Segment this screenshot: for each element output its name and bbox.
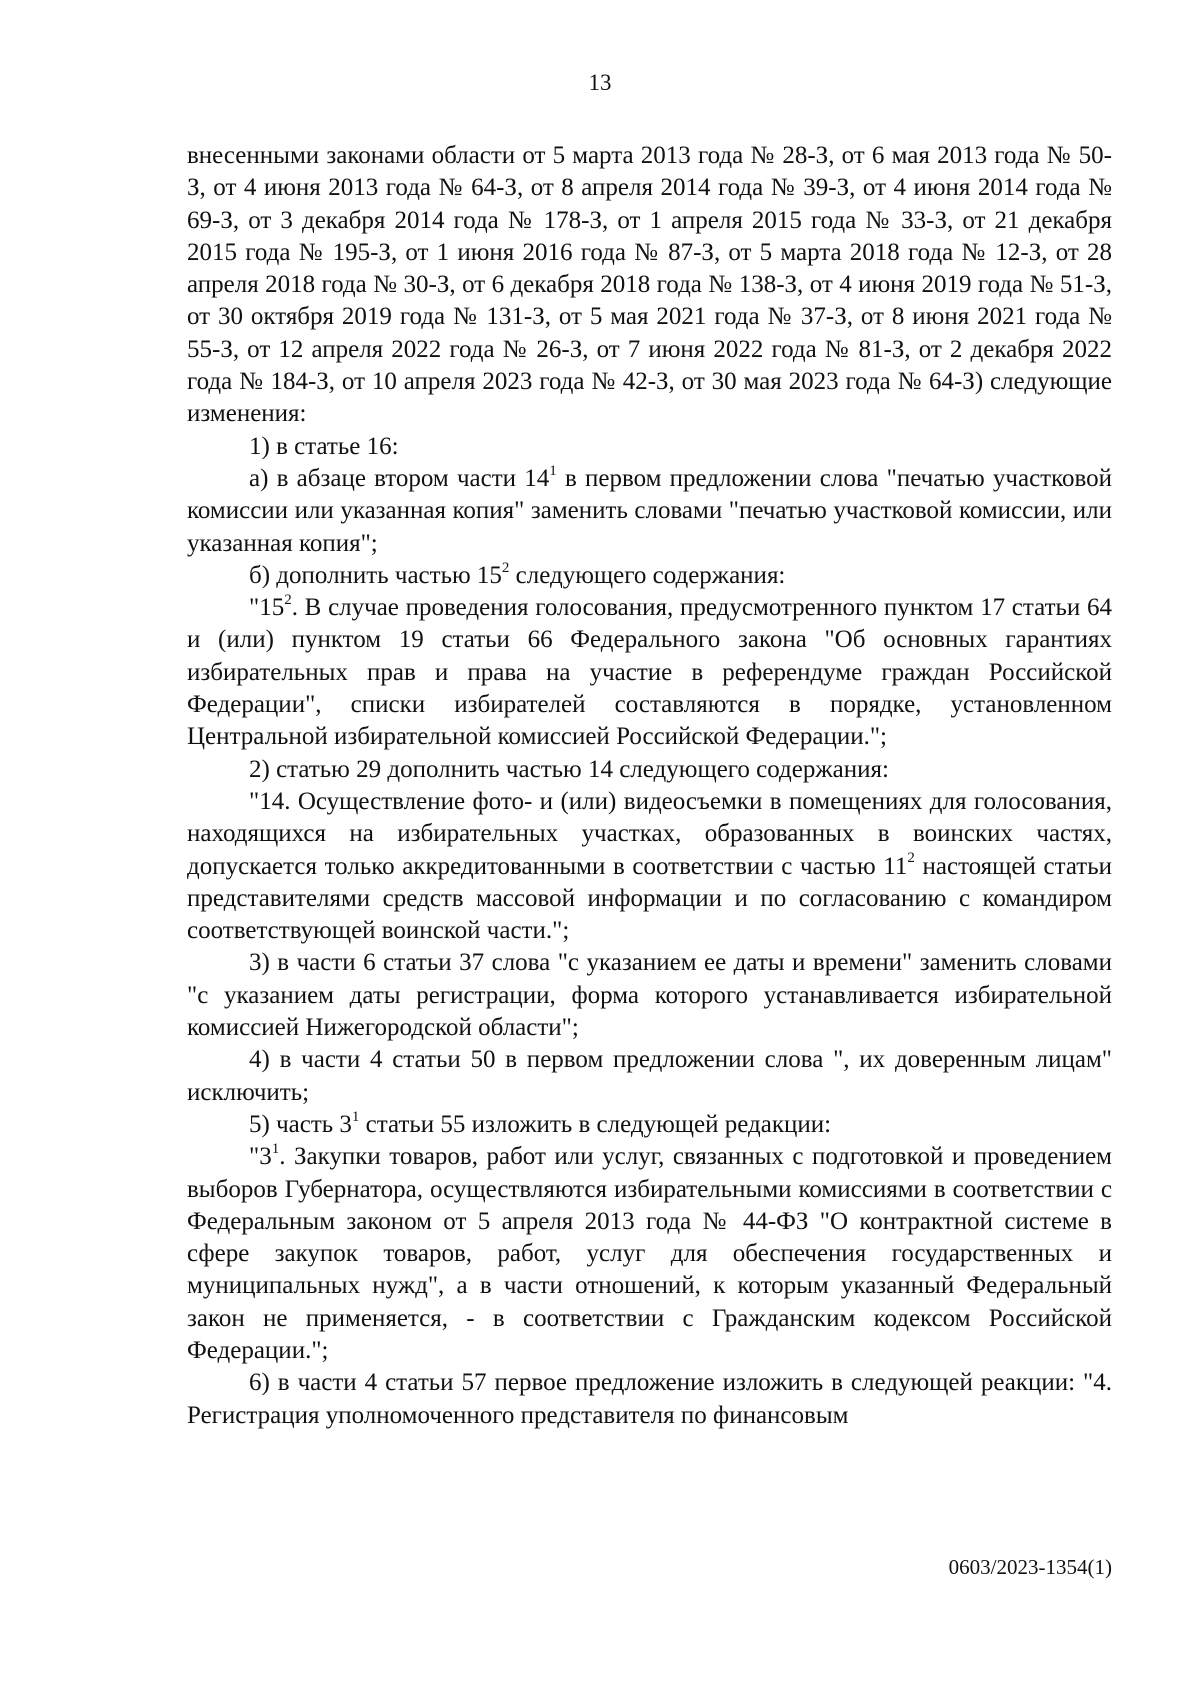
- paragraph-text: 5) часть 3: [249, 1110, 352, 1138]
- paragraph-text: в первом предложении слова "печатью участковой комиссии или указанная копия" заменить словами "печатью участковой комиссии, или указанная копия";: [187, 464, 1112, 557]
- superscript: 2: [284, 591, 292, 608]
- paragraph: [187, 1109, 1112, 1141]
- paragraph: [187, 1141, 1112, 1367]
- superscript: 2: [501, 559, 510, 576]
- document-body: [187, 140, 1112, 1432]
- paragraph-text: 4) в части 4 статьи 50 в первом предложении слова ", их доверенным лицам" исключить;: [187, 1046, 1112, 1106]
- page-number: 13: [588, 70, 612, 95]
- paragraph-text: . В случае проведения голосования, предусмотренного пунктом 17 статьи 64 и (или) пунктом 19 статьи 66 Федерального закона "Об основных гарантиях избирательных прав и права на участие в референдуме граждан Российской Федерации", списки избирателей составляются в порядке, установленном Центральной избирательной комиссией Российской Федерации.";: [187, 594, 1112, 751]
- paragraph-text: внесенными законами области от 5 марта 2013 года № 28-З, от 6 мая 2013 года № 50-З, от 4 июня 2013 года № 64-З, от 8 апреля 2014 года № 39-З, от 4 июня 2014 года № 69-З, от 3 декабря 2014 года № 178-З, от 1 апреля 2015 года № 33-З, от 21 декабря 2015 года № 195-З, от 1 июня 2016 года № 87-З, от 5 марта 2018 года № 12-З, от 28 апреля 2018 года № 30-З, от 6 декабря 2018 года № 138-З, от 4 июня 2019 года № 51-З, от 30 октября 2019 года № 131-З, от 5 мая 2021 года № 37-З, от 8 июня 2021 года № 55-З, от 12 апреля 2022 года № 26-З, от 7 июня 2022 года № 81-З, от 2 декабря 2022 года № 184-З, от 10 апреля 2023 года № 42-З, от 30 мая 2023 года № 64-З) следующие изменения:: [187, 142, 1112, 428]
- paragraph-text: 3) в части 6 статьи 37 слова "с указанием ее даты и времени" заменить словами "с указанием даты регистрации, форма которого устанавливается избирательной комиссией Нижегородской области";: [187, 949, 1112, 1042]
- superscript: 1: [549, 462, 557, 479]
- document-registration-code: 0603/2023-1354(1): [948, 1555, 1112, 1579]
- paragraph: [187, 1367, 1112, 1432]
- paragraph: [187, 1044, 1112, 1109]
- superscript: 1: [271, 1140, 280, 1157]
- paragraph-text: "3: [249, 1143, 272, 1171]
- paragraph-text: а) в абзаце втором части 14: [249, 464, 550, 492]
- paragraph-text: 1) в статье 16:: [249, 432, 399, 460]
- paragraph: [187, 431, 1112, 463]
- paragraph-text: следующего содержания:: [509, 561, 786, 589]
- paragraph-text: 2) статью 29 дополнить частью 14 следующего содержания:: [249, 755, 889, 783]
- paragraph: [187, 754, 1112, 786]
- superscript: 1: [351, 1108, 360, 1125]
- paragraph-text: статьи 55 изложить в следующей редакции:: [359, 1110, 832, 1138]
- paragraph-text: б) дополнить частью 15: [249, 561, 502, 589]
- paragraph: [187, 592, 1112, 753]
- paragraph-text: "14. Осуществление фото- и (или) видеосъемки в помещениях для голосования, находящихся на избирательных участках, образованных в воинских частях, допускается только аккредитованными в соответствии с частью 11: [187, 787, 1112, 880]
- paragraph-text: "15: [249, 594, 285, 622]
- paragraph: [187, 560, 1112, 592]
- paragraph: [187, 786, 1112, 947]
- paragraph-text: 6) в части 4 статьи 57 первое предложение изложить в следующей реакции: "4. Регистрация уполномоченного представителя по финансовым: [187, 1369, 1112, 1429]
- paragraph-text: настоящей статьи представителями средств массовой информации и по согласованию с командиром соответствующей воинской части.";: [187, 852, 1112, 945]
- paragraph: [187, 140, 1112, 431]
- paragraph: [187, 463, 1112, 560]
- superscript: 2: [907, 850, 915, 867]
- paragraph: [187, 947, 1112, 1044]
- paragraph-text: . Закупки товаров, работ или услуг, связанных с подготовкой и проведением выборов Губернатора, осуществляются избирательными комиссиями в соответствии с Федеральным законом от 5 апреля 2013 года № 44-ФЗ "О контрактной системе в сфере закупок товаров, работ, услуг для обеспечения государственных и муниципальных нужд", а в части отношений, к которым указанный Федеральный закон не применяется, - в соответствии с Гражданским кодексом Российской Федерации.";: [187, 1143, 1112, 1364]
